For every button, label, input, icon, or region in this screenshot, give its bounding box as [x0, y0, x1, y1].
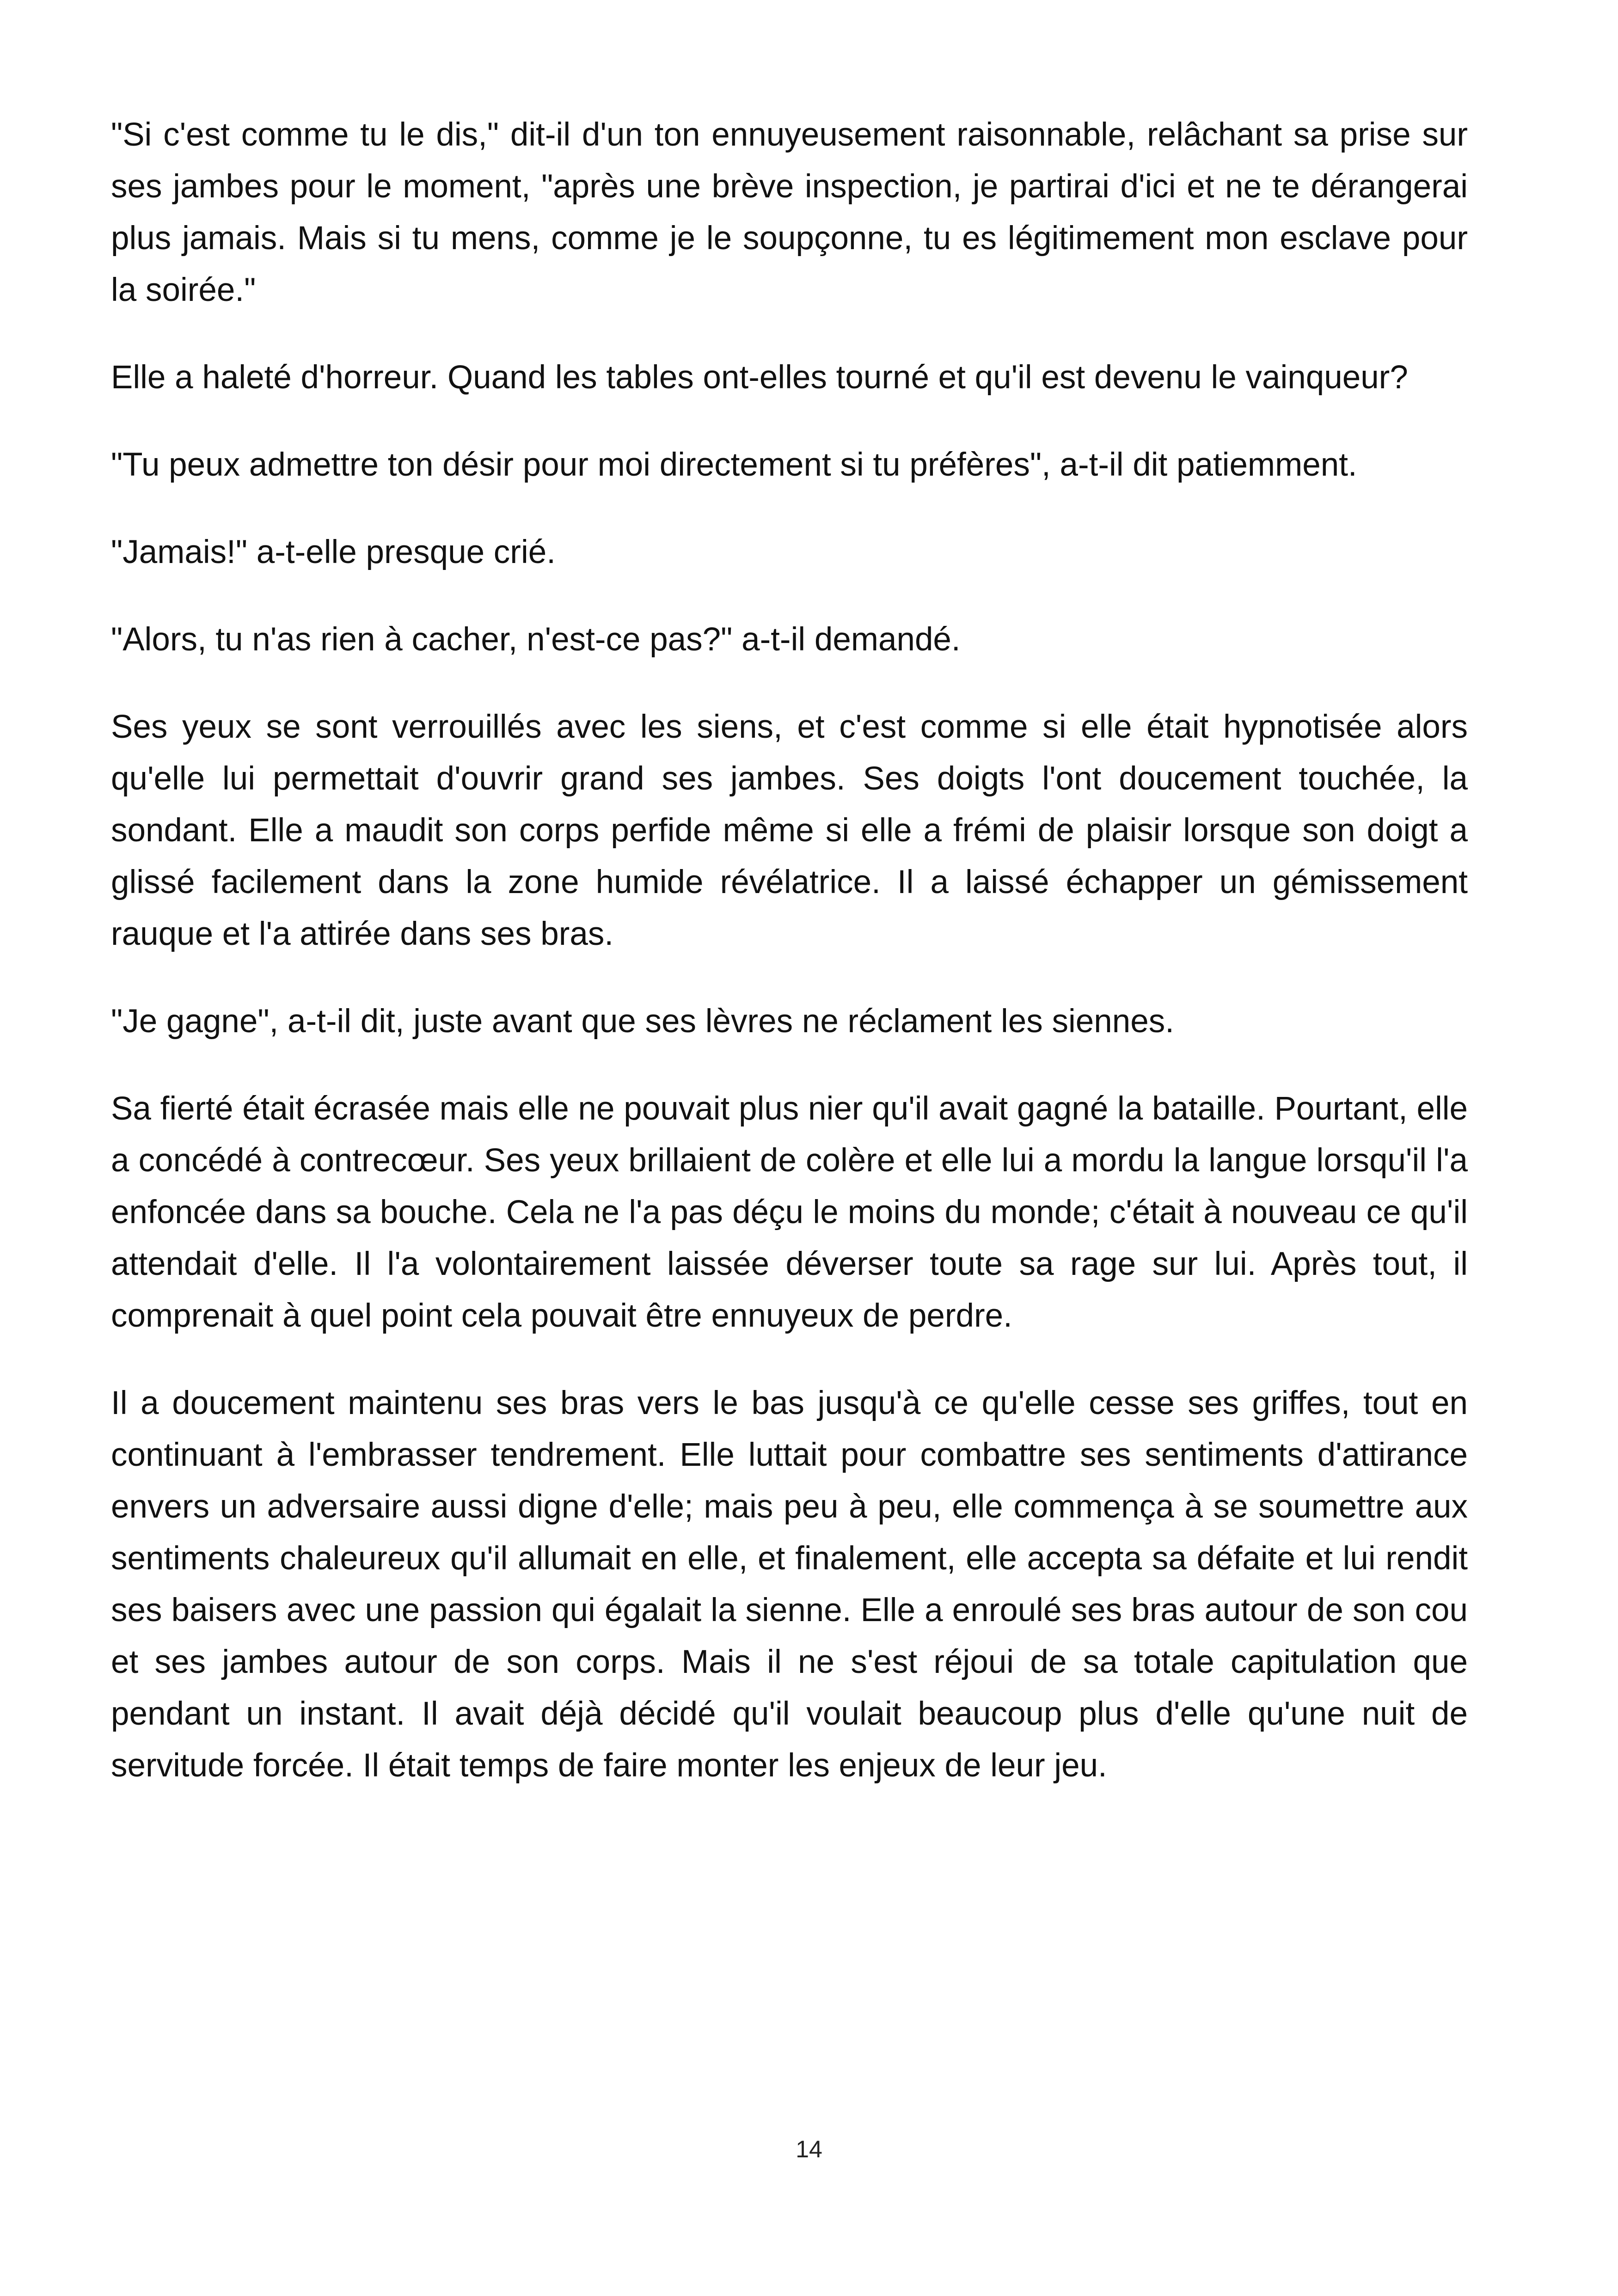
body-text: [111, 109, 1468, 1827]
paragraph: "Je gagne", a-t-il dit, juste avant que ses lèvres ne réclament les siennes.: [111, 1003, 1174, 1040]
paragraph: "Si c'est comme tu le dis," dit-il d'un ton ennuyeusement raisonnable, relâchant sa prise sur ses jambes pour le moment, "après une brève inspection, je partirai d'ici et ne te dérangerai plus jamais. Mais si tu mens, comme je le soupçonne, tu es légitimement mon esclave pour la soirée.": [111, 116, 1468, 308]
paragraph: "Tu peux admettre ton désir pour moi directement si tu préfères", a-t-il dit patiemment.: [111, 447, 1357, 483]
paragraph: "Jamais!" a-t-elle presque crié.: [111, 534, 556, 570]
paragraph: "Alors, tu n'as rien à cacher, n'est-ce pas?" a-t-il demandé.: [111, 621, 961, 658]
page-number: 14: [796, 2136, 822, 2163]
paragraph: Ses yeux se sont verrouillés avec les siens, et c'est comme si elle était hypnotisée alors qu'elle lui permettait d'ouvrir grand ses jambes. Ses doigts l'ont doucement touchée, la sondant. Elle a maudit son corps perfide même si elle a frémi de plaisir lorsque son doigt a glissé facilement dans la zone humide révélatrice. Il a laissé échapper un gémissement rauque et l'a attirée dans ses bras.: [111, 709, 1468, 952]
paragraph: Elle a haleté d'horreur. Quand les tables ont-elles tourné et qu'il est devenu le vainqueur?: [111, 359, 1408, 396]
paragraph: Sa fierté était écrasée mais elle ne pouvait plus nier qu'il avait gagné la bataille. Pourtant, elle a concédé à contrecœur. Ses yeux brillaient de colère et elle lui a mordu la langue lorsqu'il l'a enfoncée dans sa bouche. Cela ne l'a pas déçu le moins du monde; c'était à nouveau ce qu'il attendait d'elle. Il l'a volontairement laissée déverser toute sa rage sur lui. Après tout, il comprenait à quel point cela pouvait être ennuyeux de perdre.: [111, 1090, 1468, 1334]
paragraph: Il a doucement maintenu ses bras vers le bas jusqu'à ce qu'elle cesse ses griffes, tout en continuant à l'embrasser tendrement. Elle luttait pour combattre ses sentiments d'attirance envers un adversaire aussi digne d'elle; mais peu à peu, elle commença à se soumettre aux sentiments chaleureux qu'il allumait en elle, et finalement, elle accepta sa défaite et lui rendit ses baisers avec une passion qui égalait la sienne. Elle a enroulé ses bras autour de son cou et ses jambes autour de son corps. Mais il ne s'est réjoui de sa totale capitulation que pendant un instant. Il avait déjà décidé qu'il voulait beaucoup plus d'elle qu'une nuit de servitude forcée. Il était temps de faire monter les enjeux de leur jeu.: [111, 1385, 1468, 1784]
